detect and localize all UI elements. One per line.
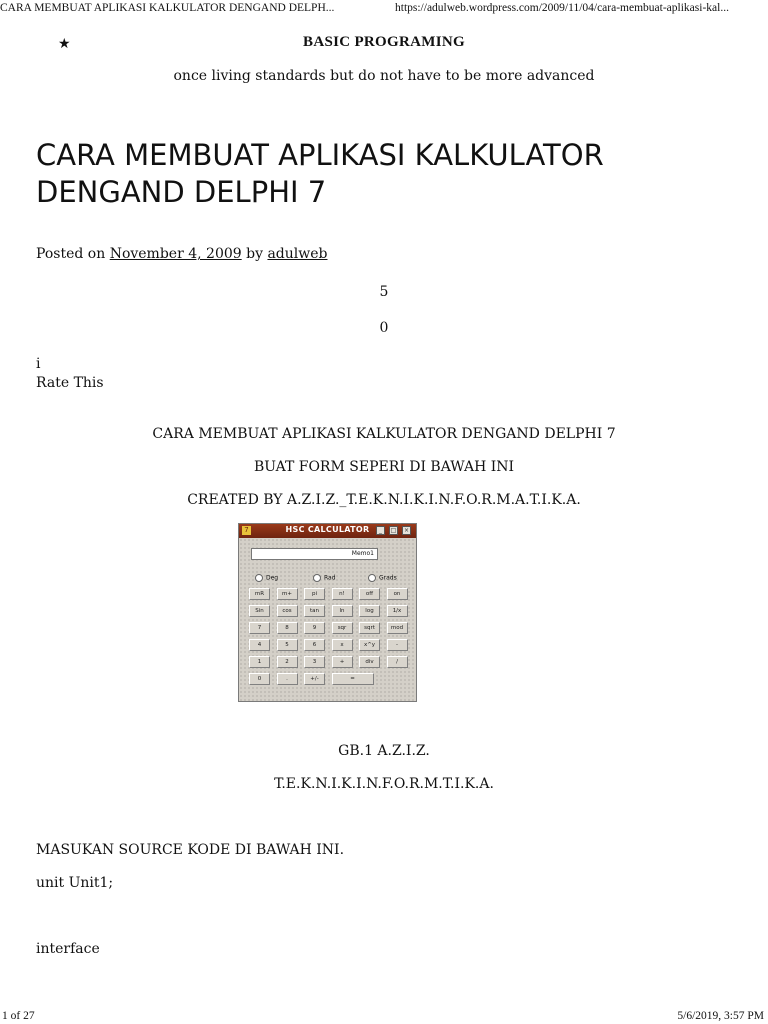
calc-key: = [332, 673, 374, 685]
delphi-icon: 7 [242, 526, 251, 535]
site-tagline: once living standards but do not have to be more advanced [173, 68, 595, 84]
calc-key: m+ [277, 588, 298, 600]
calculator-title: HSC CALCULATOR [285, 525, 370, 534]
calc-key: x [332, 639, 353, 651]
calc-key: pi [304, 588, 325, 600]
calc-key: - [387, 639, 408, 651]
radio-icon [368, 574, 376, 582]
calculator-titlebar [239, 524, 416, 538]
rating-count-down[interactable]: 0 [379, 320, 389, 336]
calc-key: Sin [249, 605, 270, 617]
calc-key: 4 [249, 639, 270, 651]
calc-key: x^y [359, 639, 380, 651]
posted-on-label: Posted on [36, 246, 106, 262]
figure-caption-credit: T.E.K.N.I.K.I.N.F.O.R.M.T.I.K.A. [274, 776, 494, 792]
calc-key: off [359, 588, 380, 600]
radio-deg [255, 574, 278, 582]
print-header-title: CARA MEMBUAT APLIKASI KALKULATOR DENGAND DELPH... [0, 2, 335, 14]
figure-caption: GB.1 A.Z.I.Z. [338, 743, 430, 759]
radio-label: Deg [266, 574, 279, 582]
calc-key: 9 [304, 622, 325, 634]
calc-key: ln [332, 605, 353, 617]
info-icon[interactable]: i [36, 356, 41, 372]
radio-icon [313, 574, 321, 582]
calc-key: / [387, 656, 408, 668]
rating-count-up[interactable]: 5 [379, 284, 389, 300]
calc-key: 8 [277, 622, 298, 634]
calc-key: 0 [249, 673, 270, 685]
calc-key: 7 [249, 622, 270, 634]
calc-key: mR [249, 588, 270, 600]
print-header-url: https://adulweb.wordpress.com/2009/11/04/cara-membuat-aplikasi-kal... [395, 2, 729, 14]
radio-icon [255, 574, 263, 582]
calc-key: n! [332, 588, 353, 600]
author-link[interactable]: adulweb [267, 246, 328, 262]
calc-key: tan [304, 605, 325, 617]
content-subheading: BUAT FORM SEPERI DI BAWAH INI [253, 459, 515, 475]
calc-key: 5 [277, 639, 298, 651]
minimize-icon: _ [376, 526, 385, 535]
calculator-form [239, 538, 416, 701]
calc-key: log [359, 605, 380, 617]
print-timestamp: 5/6/2019, 3:57 PM [677, 1010, 764, 1022]
maximize-icon: □ [390, 527, 397, 534]
calc-key: 1/x [387, 605, 408, 617]
calc-key: mod [387, 622, 408, 634]
post-date-link[interactable]: November 4, 2009 [109, 246, 242, 262]
calc-key: on [387, 588, 408, 600]
star-icon: ★ [58, 36, 71, 52]
calc-key: 3 [304, 656, 325, 668]
calc-key: cos [277, 605, 298, 617]
radio-rad [313, 574, 336, 582]
page-number: 1 of 27 [2, 1010, 35, 1022]
memo-display: Memo1 [251, 548, 378, 560]
content-credit: CREATED BY A.Z.I.Z._T.E.K.N.I.K.I.N.F.O.R.M.A.T.I.K.A. [187, 492, 581, 508]
calc-key: + [332, 656, 353, 668]
code-line: interface [36, 941, 100, 957]
calc-key: sqrt [359, 622, 380, 634]
content-heading: CARA MEMBUAT APLIKASI KALKULATOR DENGAND DELPHI 7 [152, 426, 616, 442]
radio-label: Grads [379, 574, 397, 582]
calc-key: sqr [332, 622, 353, 634]
calc-key: 2 [277, 656, 298, 668]
calculator-screenshot [238, 523, 417, 702]
radio-grads [368, 574, 397, 582]
code-line: unit Unit1; [36, 875, 114, 891]
site-title[interactable]: BASIC PROGRAMING [303, 34, 465, 50]
post-meta [36, 246, 328, 262]
calc-key: 6 [304, 639, 325, 651]
source-instruction: MASUKAN SOURCE KODE DI BAWAH INI. [36, 842, 345, 858]
by-label: by [246, 246, 263, 262]
close-icon: × [403, 527, 410, 534]
calc-key: div [359, 656, 380, 668]
radio-label: Rad [324, 574, 336, 582]
post-title: CARA MEMBUAT APLIKASI KALKULATOR DENGAND DELPHI 7 [36, 138, 604, 209]
calc-key: . [277, 673, 298, 685]
rate-this-label[interactable]: Rate This [36, 375, 104, 391]
calc-key: 1 [249, 656, 270, 668]
calc-key: +/- [304, 673, 325, 685]
angle-mode-group [255, 574, 405, 584]
